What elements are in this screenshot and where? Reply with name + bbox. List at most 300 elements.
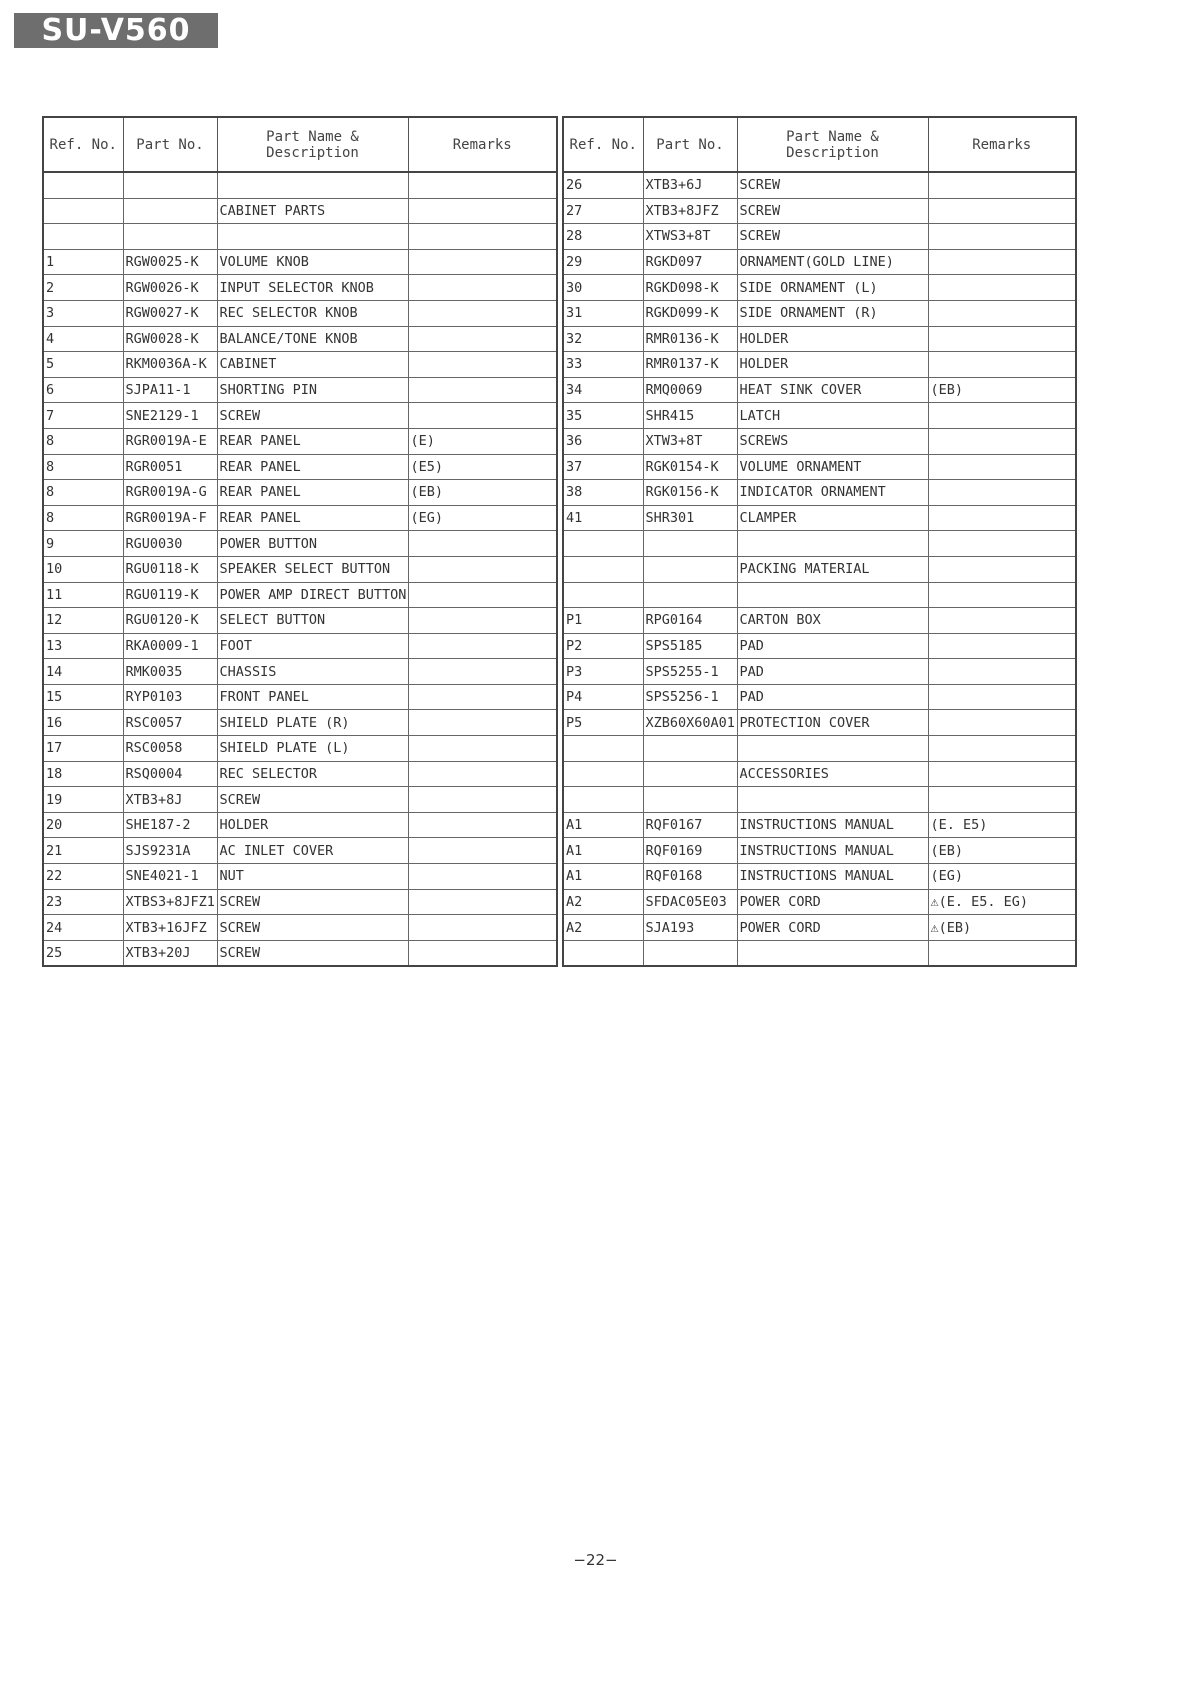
ref-no-cell	[43, 224, 123, 250]
remarks-cell: (EG)	[408, 505, 557, 531]
remarks-cell: (E5)	[408, 454, 557, 480]
remarks-cell	[928, 684, 1076, 710]
part-name-cell: VOLUME ORNAMENT	[737, 454, 928, 480]
ref-no-cell: 41	[563, 505, 643, 531]
part-no-cell: RGR0051	[123, 454, 217, 480]
table-row	[563, 428, 1076, 454]
remarks-cell: (EB)	[928, 377, 1076, 403]
table-row	[563, 403, 1076, 429]
remarks-cell	[408, 531, 557, 557]
remarks-cell	[928, 480, 1076, 506]
remarks-cell	[928, 633, 1076, 659]
part-no-cell: SHR415	[643, 403, 737, 429]
remarks-cell	[408, 326, 557, 352]
table-row	[563, 377, 1076, 403]
remarks-cell	[408, 249, 557, 275]
remarks-cell	[928, 582, 1076, 608]
parts-table-left	[42, 116, 558, 967]
part-no-cell	[643, 582, 737, 608]
parts-table-right	[562, 116, 1077, 967]
ref-no-cell: A2	[563, 915, 643, 941]
ref-no-cell: P5	[563, 710, 643, 736]
remarks-cell	[408, 275, 557, 301]
ref-no-cell: 9	[43, 531, 123, 557]
remarks-cell	[408, 224, 557, 250]
remarks-cell	[928, 326, 1076, 352]
remarks-cell: (E)	[408, 428, 557, 454]
part-no-cell: RGU0119-K	[123, 582, 217, 608]
ref-no-cell: 10	[43, 556, 123, 582]
ref-no-cell	[563, 531, 643, 557]
part-no-cell	[643, 761, 737, 787]
remarks-cell	[408, 352, 557, 378]
part-name-cell: SCREW	[217, 889, 408, 915]
ref-no-cell: 20	[43, 812, 123, 838]
part-name-cell: HOLDER	[737, 326, 928, 352]
part-name-cell: SCREW	[217, 787, 408, 813]
part-name-cell: NUT	[217, 864, 408, 890]
ref-no-header: Ref. No.	[563, 117, 643, 172]
remarks-cell	[408, 403, 557, 429]
part-name-cell	[737, 582, 928, 608]
ref-no-cell: 26	[563, 172, 643, 198]
part-no-cell: SHR301	[643, 505, 737, 531]
ref-no-cell: 30	[563, 275, 643, 301]
ref-no-cell: A1	[563, 812, 643, 838]
remarks-cell	[928, 659, 1076, 685]
part-no-cell: RMK0035	[123, 659, 217, 685]
part-name-cell	[217, 172, 408, 198]
ref-no-cell: 36	[563, 428, 643, 454]
remarks-cell	[928, 454, 1076, 480]
part-name-cell: BALANCE/TONE KNOB	[217, 326, 408, 352]
table-row	[563, 300, 1076, 326]
table-row	[43, 608, 557, 634]
part-no-cell	[643, 531, 737, 557]
ref-no-cell: 13	[43, 633, 123, 659]
part-no-cell: RGW0028-K	[123, 326, 217, 352]
ref-no-cell: 25	[43, 940, 123, 966]
part-name-cell: SCREW	[737, 224, 928, 250]
table-row	[563, 736, 1076, 762]
part-no-cell: RYP0103	[123, 684, 217, 710]
remarks-cell: ⚠(EB)	[928, 915, 1076, 941]
ref-no-cell: 7	[43, 403, 123, 429]
part-no-cell: XTW3+8T	[643, 428, 737, 454]
part-name-cell: POWER AMP DIRECT BUTTON	[217, 582, 408, 608]
table-row	[563, 224, 1076, 250]
part-name-cell: POWER BUTTON	[217, 531, 408, 557]
part-no-cell: RGK0154-K	[643, 454, 737, 480]
table-row	[563, 889, 1076, 915]
table-row	[563, 454, 1076, 480]
remarks-cell	[928, 710, 1076, 736]
remarks-cell	[928, 249, 1076, 275]
part-no-cell: XTB3+20J	[123, 940, 217, 966]
table-row	[43, 787, 557, 813]
table-row	[43, 172, 557, 198]
part-no-cell: RSC0057	[123, 710, 217, 736]
table-header-row	[563, 117, 1076, 172]
table-row	[43, 582, 557, 608]
ref-no-cell: 2	[43, 275, 123, 301]
ref-no-cell: 34	[563, 377, 643, 403]
table-row	[43, 531, 557, 557]
part-name-cell: SPEAKER SELECT BUTTON	[217, 556, 408, 582]
part-name-cell: SCREW	[737, 198, 928, 224]
table-row	[43, 275, 557, 301]
table-row	[43, 838, 557, 864]
table-row	[43, 915, 557, 941]
table-row	[563, 659, 1076, 685]
ref-no-header: Ref. No.	[43, 117, 123, 172]
part-no-cell: XZB60X60A01	[643, 710, 737, 736]
part-no-cell: RGR0019A-E	[123, 428, 217, 454]
ref-no-cell: 21	[43, 838, 123, 864]
table-row	[43, 889, 557, 915]
remarks-cell	[928, 556, 1076, 582]
ref-no-cell: 8	[43, 505, 123, 531]
ref-no-cell: 23	[43, 889, 123, 915]
part-no-header: Part No.	[643, 117, 737, 172]
part-name-cell: REC SELECTOR	[217, 761, 408, 787]
part-name-cell: REC SELECTOR KNOB	[217, 300, 408, 326]
table-row	[563, 940, 1076, 966]
table-row	[563, 172, 1076, 198]
remarks-cell	[928, 403, 1076, 429]
table-row	[43, 812, 557, 838]
part-no-cell: SPS5185	[643, 633, 737, 659]
ref-no-cell: 28	[563, 224, 643, 250]
table-row	[563, 275, 1076, 301]
remarks-cell	[408, 889, 557, 915]
part-name-cell	[737, 736, 928, 762]
table-row	[563, 352, 1076, 378]
ref-no-cell: 35	[563, 403, 643, 429]
table-row	[563, 684, 1076, 710]
part-no-cell	[643, 787, 737, 813]
part-no-cell: SJS9231A	[123, 838, 217, 864]
part-name-cell: HEAT SINK COVER	[737, 377, 928, 403]
ref-no-cell	[563, 940, 643, 966]
ref-no-cell: P3	[563, 659, 643, 685]
part-name-cell: FRONT PANEL	[217, 684, 408, 710]
part-no-cell: SJA193	[643, 915, 737, 941]
ref-no-cell: 8	[43, 428, 123, 454]
part-no-cell	[123, 172, 217, 198]
remarks-cell	[408, 659, 557, 685]
table-row	[43, 480, 557, 506]
ref-no-cell: A2	[563, 889, 643, 915]
table-row	[43, 300, 557, 326]
part-name-cell: SHORTING PIN	[217, 377, 408, 403]
ref-no-cell: 8	[43, 480, 123, 506]
table-row	[43, 326, 557, 352]
part-no-cell: RMR0136-K	[643, 326, 737, 352]
model-badge: SU-V560	[14, 13, 218, 48]
part-no-cell: RGU0120-K	[123, 608, 217, 634]
part-no-cell: SPS5256-1	[643, 684, 737, 710]
part-name-cell: ACCESSORIES	[737, 761, 928, 787]
part-no-cell: RGW0025-K	[123, 249, 217, 275]
part-name-cell: AC INLET COVER	[217, 838, 408, 864]
part-no-cell: RGKD097	[643, 249, 737, 275]
part-no-cell: RGK0156-K	[643, 480, 737, 506]
part-name-cell	[217, 224, 408, 250]
table-row	[563, 531, 1076, 557]
table-row	[563, 761, 1076, 787]
part-no-cell: SHE187-2	[123, 812, 217, 838]
part-name-cell: REAR PANEL	[217, 428, 408, 454]
remarks-cell: (EG)	[928, 864, 1076, 890]
remarks-cell	[408, 940, 557, 966]
part-name-cell: CARTON BOX	[737, 608, 928, 634]
remarks-cell	[928, 198, 1076, 224]
ref-no-cell: 12	[43, 608, 123, 634]
part-name-cell: PAD	[737, 659, 928, 685]
part-name-cell: LATCH	[737, 403, 928, 429]
ref-no-cell: 22	[43, 864, 123, 890]
part-name-cell: INDICATOR ORNAMENT	[737, 480, 928, 506]
part-no-cell: XTB3+16JFZ	[123, 915, 217, 941]
part-name-cell: CLAMPER	[737, 505, 928, 531]
table-row	[563, 505, 1076, 531]
part-no-cell: RPG0164	[643, 608, 737, 634]
remarks-cell	[928, 428, 1076, 454]
remarks-header: Remarks	[928, 117, 1076, 172]
table-row	[43, 736, 557, 762]
part-name-cell: INSTRUCTIONS MANUAL	[737, 864, 928, 890]
part-no-cell: SFDAC05E03	[643, 889, 737, 915]
part-name-cell: SCREW	[217, 915, 408, 941]
ref-no-cell: 14	[43, 659, 123, 685]
part-name-cell: FOOT	[217, 633, 408, 659]
part-no-cell: RGKD099-K	[643, 300, 737, 326]
part-no-cell: SNE2129-1	[123, 403, 217, 429]
ref-no-cell: 5	[43, 352, 123, 378]
remarks-cell	[928, 300, 1076, 326]
part-no-cell: RMQ0069	[643, 377, 737, 403]
part-no-cell: RGW0026-K	[123, 275, 217, 301]
remarks-cell	[408, 736, 557, 762]
ref-no-cell: P1	[563, 608, 643, 634]
remarks-cell	[928, 531, 1076, 557]
part-name-cell: ORNAMENT(GOLD LINE)	[737, 249, 928, 275]
remarks-cell	[408, 684, 557, 710]
part-no-cell: XTBS3+8JFZ1	[123, 889, 217, 915]
remarks-cell	[408, 556, 557, 582]
remarks-cell	[928, 505, 1076, 531]
ref-no-cell: A1	[563, 864, 643, 890]
ref-no-cell	[563, 556, 643, 582]
part-no-cell: RKM0036A-K	[123, 352, 217, 378]
table-row	[563, 915, 1076, 941]
table-row	[43, 505, 557, 531]
remarks-cell	[408, 787, 557, 813]
remarks-header: Remarks	[408, 117, 557, 172]
part-name-cell: SELECT BUTTON	[217, 608, 408, 634]
remarks-cell	[408, 198, 557, 224]
remarks-cell	[408, 633, 557, 659]
table-row	[563, 608, 1076, 634]
remarks-cell: ⚠(E. E5. EG)	[928, 889, 1076, 915]
part-name-header: Part Name & Description	[217, 117, 408, 172]
table-row	[43, 864, 557, 890]
remarks-cell: (EB)	[928, 838, 1076, 864]
part-no-cell: XTB3+6J	[643, 172, 737, 198]
part-no-cell: RGKD098-K	[643, 275, 737, 301]
part-no-cell: SPS5255-1	[643, 659, 737, 685]
remarks-cell: (E. E5)	[928, 812, 1076, 838]
part-name-cell: SHIELD PLATE (R)	[217, 710, 408, 736]
part-name-cell: REAR PANEL	[217, 454, 408, 480]
ref-no-cell	[563, 736, 643, 762]
table-row	[43, 352, 557, 378]
part-no-cell: RGR0019A-G	[123, 480, 217, 506]
table-row	[43, 633, 557, 659]
ref-no-cell: 17	[43, 736, 123, 762]
part-no-cell	[643, 940, 737, 966]
part-name-cell: PACKING MATERIAL	[737, 556, 928, 582]
table-row	[563, 326, 1076, 352]
remarks-cell	[928, 940, 1076, 966]
table-row	[563, 582, 1076, 608]
part-name-cell: SHIELD PLATE (L)	[217, 736, 408, 762]
table-row	[563, 198, 1076, 224]
table-row	[43, 710, 557, 736]
part-name-cell: INSTRUCTIONS MANUAL	[737, 838, 928, 864]
part-name-cell: CABINET PARTS	[217, 198, 408, 224]
table-row	[563, 480, 1076, 506]
table-row	[563, 812, 1076, 838]
table-row	[43, 761, 557, 787]
part-name-cell: HOLDER	[737, 352, 928, 378]
remarks-cell	[408, 300, 557, 326]
part-no-cell: RGR0019A-F	[123, 505, 217, 531]
part-name-cell: POWER CORD	[737, 889, 928, 915]
part-no-cell: RMR0137-K	[643, 352, 737, 378]
ref-no-cell: 27	[563, 198, 643, 224]
part-no-cell	[643, 736, 737, 762]
part-name-cell: VOLUME KNOB	[217, 249, 408, 275]
ref-no-cell	[43, 172, 123, 198]
ref-no-cell: 32	[563, 326, 643, 352]
part-name-cell: SCREW	[217, 940, 408, 966]
ref-no-cell: 24	[43, 915, 123, 941]
ref-no-cell: P2	[563, 633, 643, 659]
part-no-cell: SJPA11-1	[123, 377, 217, 403]
part-no-cell: RQF0167	[643, 812, 737, 838]
ref-no-cell: 1	[43, 249, 123, 275]
ref-no-cell: 37	[563, 454, 643, 480]
part-name-cell	[737, 787, 928, 813]
ref-no-cell: 4	[43, 326, 123, 352]
remarks-cell	[928, 352, 1076, 378]
part-no-header: Part No.	[123, 117, 217, 172]
part-no-cell: XTB3+8J	[123, 787, 217, 813]
part-no-cell: XTWS3+8T	[643, 224, 737, 250]
ref-no-cell: 19	[43, 787, 123, 813]
part-name-cell: PAD	[737, 684, 928, 710]
part-name-cell: CHASSIS	[217, 659, 408, 685]
part-no-cell: RGU0030	[123, 531, 217, 557]
remarks-cell	[928, 608, 1076, 634]
table-row	[563, 556, 1076, 582]
remarks-cell	[928, 736, 1076, 762]
ref-no-cell	[563, 787, 643, 813]
remarks-cell	[408, 172, 557, 198]
part-name-cell: INPUT SELECTOR KNOB	[217, 275, 408, 301]
part-name-cell: REAR PANEL	[217, 480, 408, 506]
part-name-cell: INSTRUCTIONS MANUAL	[737, 812, 928, 838]
table-row	[43, 224, 557, 250]
part-name-cell: SCREWS	[737, 428, 928, 454]
remarks-cell	[408, 582, 557, 608]
remarks-cell	[408, 812, 557, 838]
table-row	[563, 787, 1076, 813]
part-name-cell: REAR PANEL	[217, 505, 408, 531]
ref-no-cell	[563, 582, 643, 608]
table-row	[563, 864, 1076, 890]
remarks-cell	[408, 838, 557, 864]
part-no-cell: XTB3+8JFZ	[643, 198, 737, 224]
table-row	[563, 838, 1076, 864]
ref-no-cell	[43, 198, 123, 224]
table-row	[43, 428, 557, 454]
ref-no-cell: 31	[563, 300, 643, 326]
part-name-cell: SIDE ORNAMENT (L)	[737, 275, 928, 301]
part-name-cell: PROTECTION COVER	[737, 710, 928, 736]
remarks-cell	[928, 761, 1076, 787]
remarks-cell	[408, 864, 557, 890]
part-name-cell: SIDE ORNAMENT (R)	[737, 300, 928, 326]
ref-no-cell: 6	[43, 377, 123, 403]
ref-no-cell: 18	[43, 761, 123, 787]
part-no-cell	[123, 224, 217, 250]
ref-no-cell: 11	[43, 582, 123, 608]
page-number: −22−	[573, 1551, 618, 1569]
ref-no-cell: 16	[43, 710, 123, 736]
part-name-cell: PAD	[737, 633, 928, 659]
part-no-cell: RQF0168	[643, 864, 737, 890]
table-row	[43, 454, 557, 480]
remarks-cell	[408, 377, 557, 403]
part-name-cell	[737, 940, 928, 966]
remarks-cell	[928, 172, 1076, 198]
part-name-header: Part Name & Description	[737, 117, 928, 172]
ref-no-cell: P4	[563, 684, 643, 710]
ref-no-cell: 33	[563, 352, 643, 378]
ref-no-cell: 15	[43, 684, 123, 710]
part-no-cell: RGU0118-K	[123, 556, 217, 582]
remarks-cell	[408, 710, 557, 736]
part-no-cell	[123, 198, 217, 224]
remarks-cell	[408, 761, 557, 787]
remarks-cell	[408, 915, 557, 941]
remarks-cell: (EB)	[408, 480, 557, 506]
part-no-cell: RSC0058	[123, 736, 217, 762]
table-row	[43, 940, 557, 966]
ref-no-cell: 3	[43, 300, 123, 326]
table-row	[563, 249, 1076, 275]
remarks-cell	[928, 224, 1076, 250]
table-row	[563, 633, 1076, 659]
part-no-cell: SNE4021-1	[123, 864, 217, 890]
remarks-cell	[928, 275, 1076, 301]
part-name-cell: HOLDER	[217, 812, 408, 838]
table-row	[43, 556, 557, 582]
part-name-cell	[737, 531, 928, 557]
